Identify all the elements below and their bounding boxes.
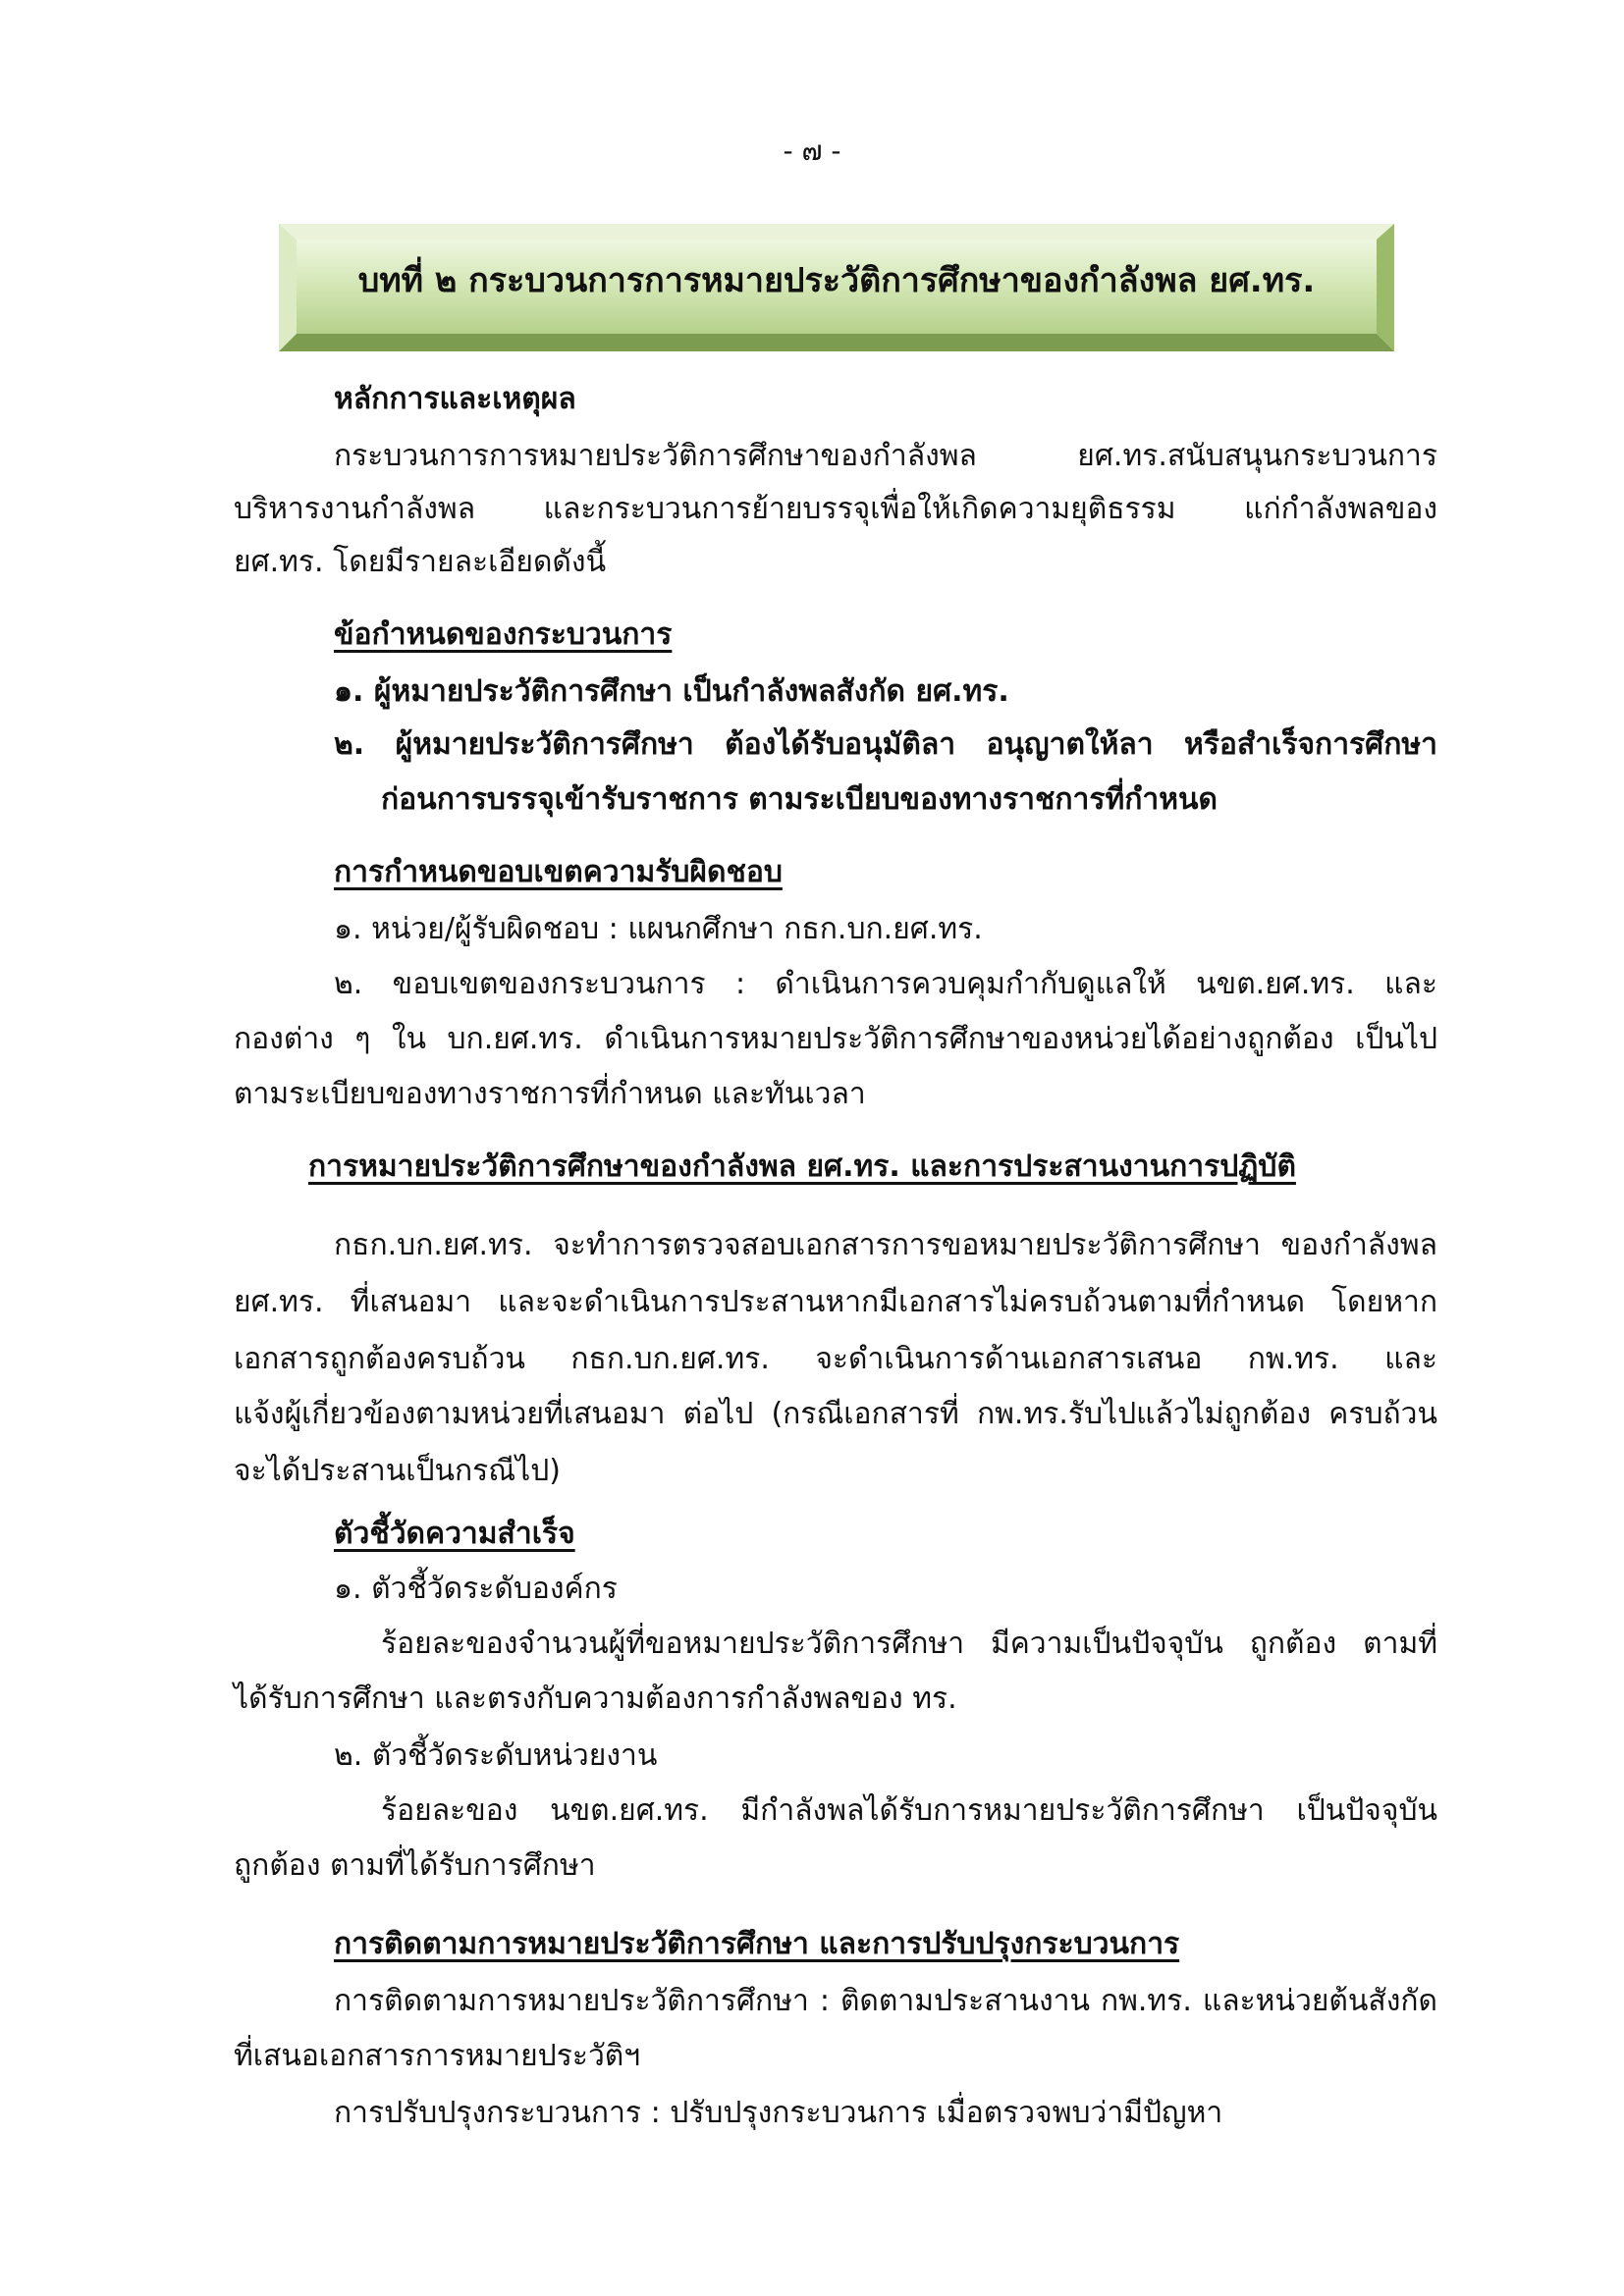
- section-heading-scope: การกำหนดขอบเขตความรับผิดชอบ: [334, 855, 783, 889]
- section-heading-indicators: ตัวชี้วัดความสำเร็จ: [334, 1517, 575, 1551]
- chapter-banner: [279, 224, 1394, 351]
- paragraph-line: เอกสารถูกต้องครบถ้วน กธก.บก.ยศ.ทร. จะดำเนินการด้านเอกสารเสนอ กพ.ทร. และ: [234, 1342, 1437, 1376]
- list-item: ๑. หน่วย/ผู้รับผิดชอบ : แผนกศึกษา กธก.บก.ยศ.ทร.: [334, 912, 983, 946]
- paragraph-line: ยศ.ทร. โดยมีรายละเอียดดังนี้: [234, 545, 607, 579]
- paragraph-line: ถูกต้อง ตามที่ได้รับการศึกษา: [234, 1848, 596, 1883]
- list-item: ๒. ขอบเขตของกระบวนการ : ดำเนินการควบคุมกำกับดูแลให้ นขต.ยศ.ทร. และ: [334, 967, 1437, 1001]
- paragraph-line: ตามระเบียบของทางราชการที่กำหนด และทันเวลา: [234, 1077, 866, 1111]
- paragraph-line: ได้รับการศึกษา และตรงกับความต้องการกำลังพลของ ทร.: [234, 1682, 957, 1716]
- paragraph-line: กธก.บก.ยศ.ทร. จะทำการตรวจสอบเอกสารการขอหมายประวัติการศึกษา ของกำลังพล: [334, 1228, 1437, 1262]
- chapter-title: บทที่ ๒ กระบวนการการหมายประวัติการศึกษาของกำลังพล ยศ.ทร.: [357, 261, 1316, 300]
- list-item: ๒. ผู้หมายประวัติการศึกษา ต้องได้รับอนุมัติลา อนุญาตให้ลา หรือสำเร็จการศึกษา: [334, 727, 1437, 762]
- paragraph-line: บริหารงานกำลังพล และกระบวนการย้ายบรรจุเพื่อให้เกิดความยุติธรรม แก่กำลังพลของ: [234, 492, 1437, 526]
- paragraph-line: แจ้งผู้เกี่ยวข้องตามหน่วยที่เสนอมา ต่อไป (กรณีเอกสารที่ กพ.ทร.รับไปแล้วไม่ถูกต้อง ครบถ้วน: [234, 1397, 1437, 1431]
- section-heading-procedure: การหมายประวัติการศึกษาของกำลังพล ยศ.ทร. และการประสานงานการปฏิบัติ: [308, 1149, 1296, 1184]
- sub-heading: ๑. ตัวชี้วัดระดับองค์กร: [334, 1572, 618, 1606]
- page-number: - ๗ -: [783, 134, 841, 167]
- paragraph-line: การติดตามการหมายประวัติการศึกษา : ติดตามประสานงาน กพ.ทร. และหน่วยต้นสังกัด: [334, 1984, 1437, 2018]
- section-heading-monitoring: การติดตามการหมายประวัติการศึกษา และการปรับปรุงกระบวนการ: [334, 1927, 1180, 1961]
- paragraph-line: ที่เสนอเอกสารการหมายประวัติฯ: [234, 2039, 641, 2073]
- paragraph-line: กองต่าง ๆ ใน บก.ยศ.ทร. ดำเนินการหมายประวัติการศึกษาของหน่วยได้อย่างถูกต้อง เป็นไป: [234, 1022, 1437, 1056]
- sub-heading: ๒. ตัวชี้วัดระดับหน่วยงาน: [334, 1738, 658, 1773]
- list-item-continuation: ก่อนการบรรจุเข้ารับราชการ ตามระเบียบของทางราชการที่กำหนด: [381, 782, 1218, 817]
- paragraph-line: จะได้ประสานเป็นกรณีไป): [234, 1454, 561, 1488]
- paragraph-line: กระบวนการการหมายประวัติการศึกษาของกำลังพล ยศ.ทร.สนับสนุนกระบวนการ: [334, 439, 1437, 473]
- paragraph-line: ยศ.ทร. ที่เสนอมา และจะดำเนินการประสานหากมีเอกสารไม่ครบถ้วนตามที่กำหนด โดยหาก: [234, 1285, 1437, 1319]
- section-heading-requirements: ข้อกำหนดของกระบวนการ: [334, 617, 673, 652]
- section-heading-rationale: หลักการและเหตุผล: [334, 382, 576, 416]
- paragraph-line: การปรับปรุงกระบวนการ : ปรับปรุงกระบวนการ เมื่อตรวจพบว่ามีปัญหา: [334, 2096, 1223, 2130]
- paragraph-line: ร้อยละของ นขต.ยศ.ทร. มีกำลังพลได้รับการหมายประวัติการศึกษา เป็นปัจจุบัน: [381, 1793, 1437, 1828]
- paragraph-line: ร้อยละของจำนวนผู้ที่ขอหมายประวัติการศึกษา มีความเป็นปัจจุบัน ถูกต้อง ตามที่: [381, 1627, 1437, 1661]
- list-item: ๑. ผู้หมายประวัติการศึกษา เป็นกำลังพลสังกัด ยศ.ทร.: [334, 674, 1009, 709]
